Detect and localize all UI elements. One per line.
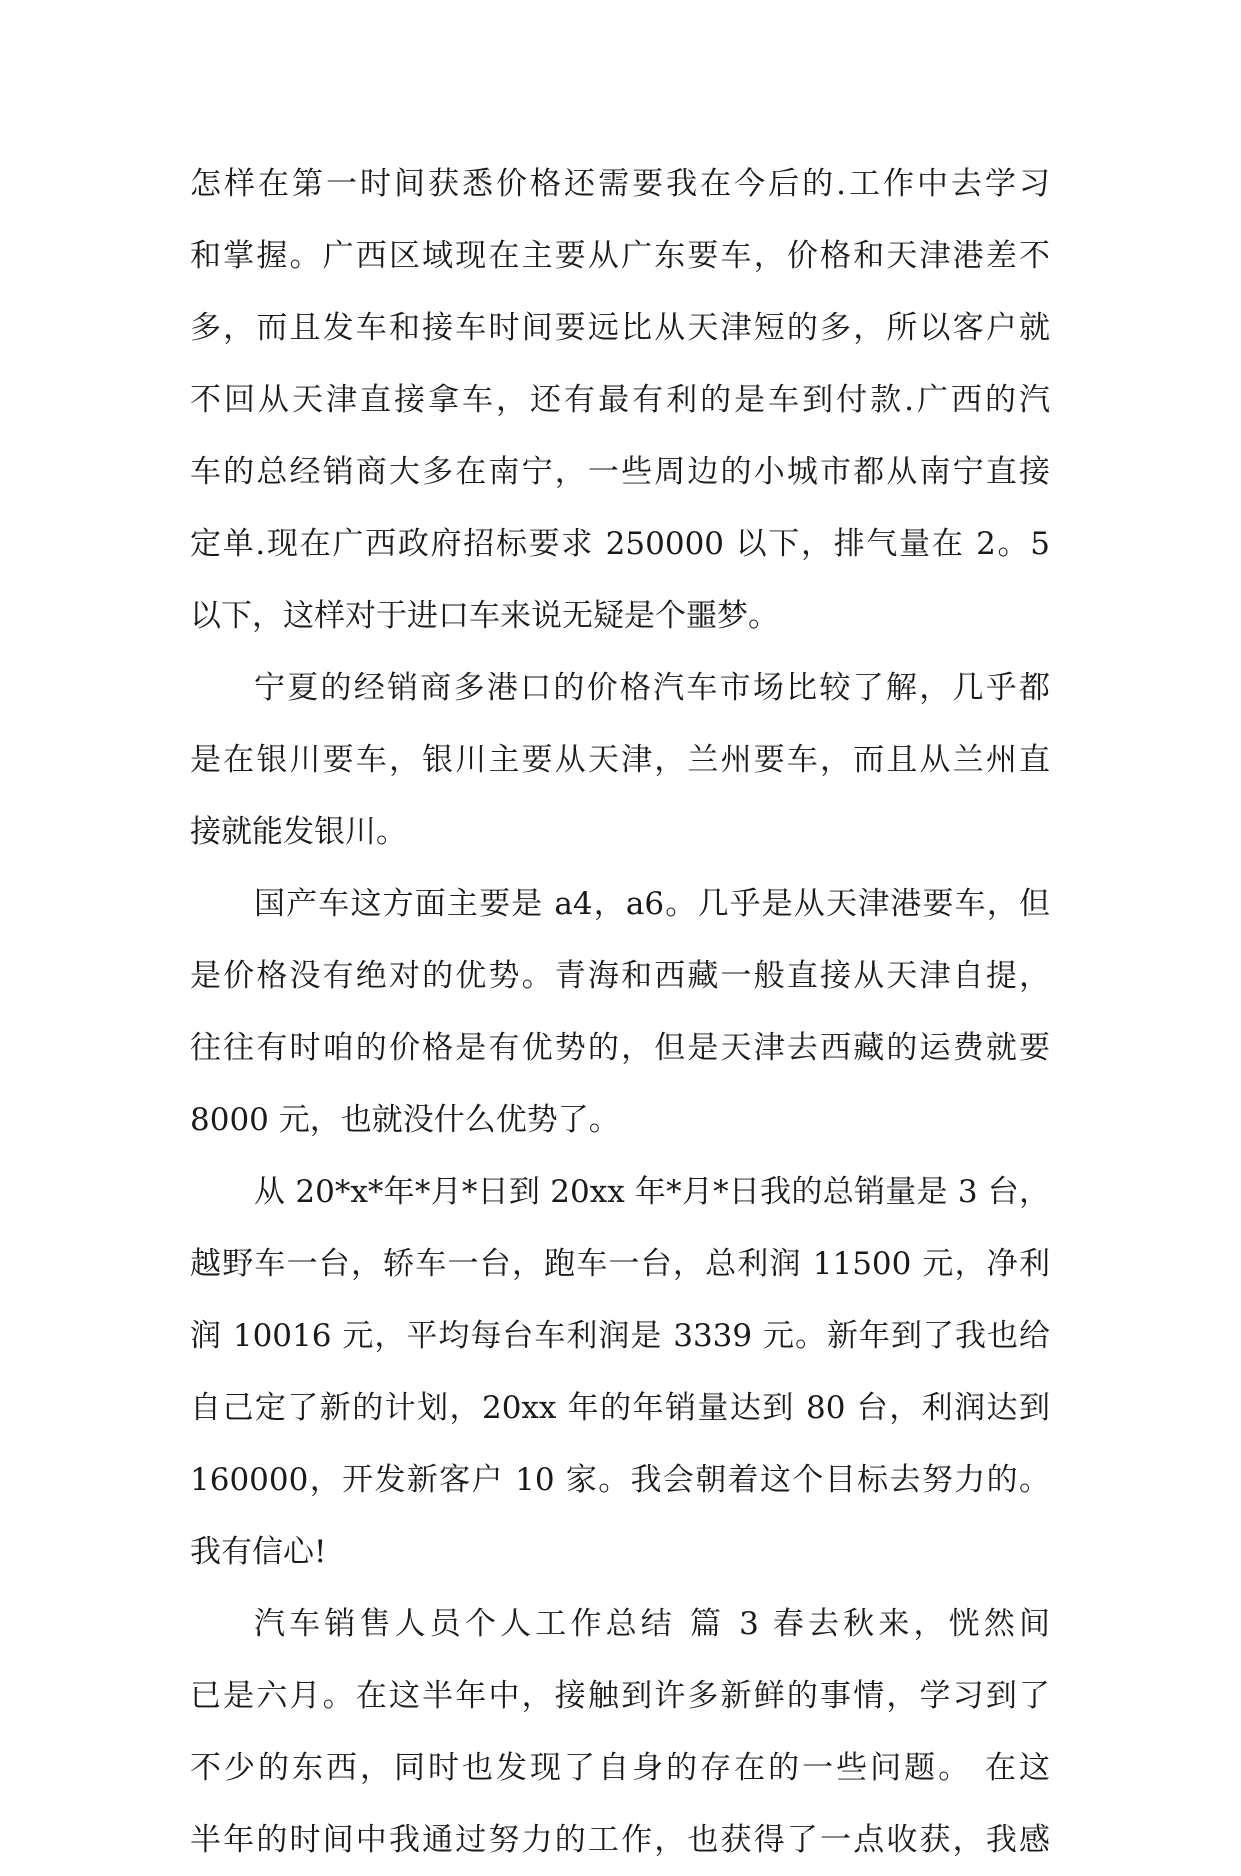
text-line: 国产车这方面主要是 a4，a6。几乎是从天津港要车，但 — [254, 886, 1050, 922]
text-line: 定单.现在广西政府招标要求 250000 以下，排气量在 2。5 — [190, 526, 1050, 562]
text-line: 从 20*x*年*月*日到 20xx 年*月*日我的总销量是 3 台， — [254, 1174, 1050, 1210]
text-line: 不少的东西，同时也发现了自身的存在的一些问题。 在这 — [190, 1750, 1050, 1786]
text-line: 160000，开发新客户 10 家。我会朝着这个目标去努力的。 — [190, 1462, 1050, 1498]
text-line: 怎样在第一时间获悉价格还需要我在今后的.工作中去学习 — [190, 166, 1050, 202]
text-line: 不回从天津直接拿车，还有最有利的是车到付款.广西的汽 — [190, 382, 1050, 418]
text-line: 以下，这样对于进口车来说无疑是个噩梦。 — [190, 598, 779, 634]
text-line: 和掌握。广西区域现在主要从广东要车，价格和天津港差不 — [190, 238, 1050, 274]
text-line: 自己定了新的计划，20xx 年的年销量达到 80 台，利润达到 — [190, 1390, 1050, 1426]
text-line: 半年的时间中我通过努力的工作，也获得了一点收获，我感 — [190, 1822, 1050, 1858]
text-line: 往往有时咱的价格是有优势的，但是天津去西藏的运费就要 — [190, 1030, 1050, 1066]
text-line: 是价格没有绝对的优势。青海和西藏一般直接从天津自提， — [190, 958, 1050, 994]
text-line: 宁夏的经销商多港口的价格汽车市场比较了解，几乎都 — [254, 670, 1050, 706]
text-line: 润 10016 元，平均每台车利润是 3339 元。新年到了我也给 — [190, 1318, 1050, 1354]
text-line: 8000 元，也就没什么优势了。 — [190, 1102, 620, 1138]
text-line: 接就能发银川。 — [190, 814, 407, 850]
text-line: 是在银川要车，银川主要从天津，兰州要车，而且从兰州直 — [190, 742, 1050, 778]
text-line: 汽车销售人员个人工作总结 篇 3 春去秋来，恍然间 — [254, 1606, 1050, 1642]
text-line: 我有信心! — [190, 1534, 327, 1570]
text-line: 多，而且发车和接车时间要远比从天津短的多，所以客户就 — [190, 310, 1050, 346]
document-body — [190, 148, 1050, 1876]
text-line: 车的总经销商大多在南宁，一些周边的小城市都从南宁直接 — [190, 454, 1050, 490]
text-line: 已是六月。在这半年中，接触到许多新鲜的事情，学习到了 — [190, 1678, 1050, 1714]
text-line: 越野车一台，轿车一台，跑车一台，总利润 11500 元，净利 — [190, 1246, 1050, 1282]
